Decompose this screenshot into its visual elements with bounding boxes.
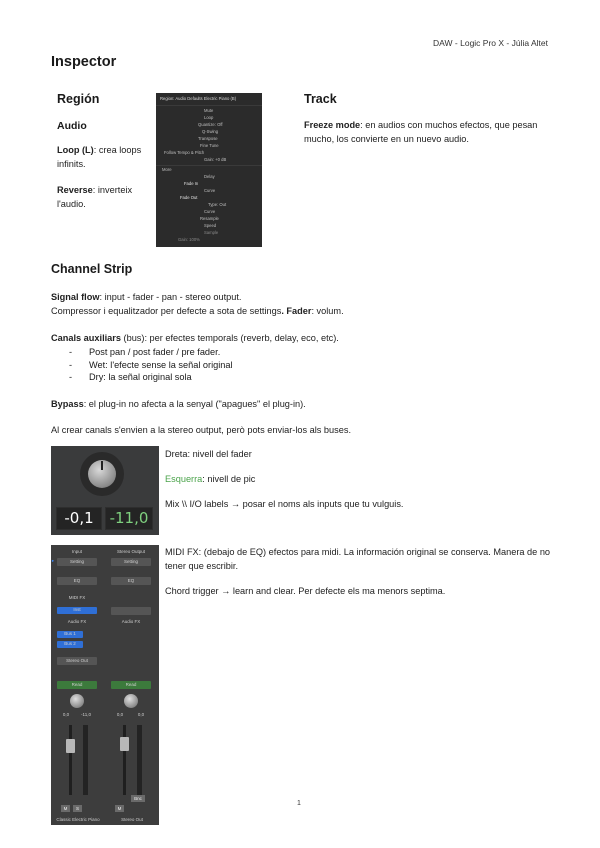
peak-level-value: -11,0 <box>105 507 153 530</box>
inspector-row: Q-Swing <box>202 129 219 134</box>
esquerra-paragraph <box>165 472 545 486</box>
right-val-b: 0,0 <box>137 712 145 717</box>
bus-2-send[interactable]: Bus 2 <box>64 641 76 646</box>
stereo-out-slot[interactable]: Stereo Out <box>66 658 88 663</box>
loop-text: : crea loops infinits. <box>57 145 142 169</box>
freeze-text: : en audios con muchos efectos, que pesan mucho, los convierte en un nuevo audio. <box>304 120 538 144</box>
left-fader-handle[interactable] <box>66 739 75 753</box>
left-setting[interactable]: Setting <box>69 559 84 564</box>
left-pan-knob-icon[interactable] <box>70 694 84 708</box>
signal-flow-term: Signal flow <box>51 292 100 302</box>
fader-meter-screenshot <box>51 446 159 535</box>
inspector-row: Loop <box>204 115 214 120</box>
loop-paragraph <box>57 143 153 171</box>
inspector-row: Mute <box>204 108 214 113</box>
right-setting[interactable]: Setting <box>123 559 138 564</box>
inspector-row: Gain: 100% <box>178 237 200 242</box>
reverse-paragraph <box>57 183 153 211</box>
right-top-label: Stereo Output <box>116 549 146 554</box>
esquerra-word: Esquerra <box>165 474 203 484</box>
channel-strip-heading: Channel Strip <box>51 262 133 276</box>
left-val-a: 0,0 <box>62 712 70 717</box>
inspector-row: Gain: +0 dB <box>204 157 227 162</box>
signal-flow-paragraph <box>51 290 551 318</box>
list-item: - Post pan / post fader / pre fader. <box>51 346 551 359</box>
signal-flow-text: : input - fader - pan - stereo output. <box>99 292 242 302</box>
page-title: Inspector <box>51 54 117 70</box>
list-item: - Wet: l'efecte sense la señal original <box>51 359 551 372</box>
mix-text: Mix \\ I/O labels → posar el noms als inputs que tu vulguis. <box>165 499 404 509</box>
reverse-text: : inverteix l'audio. <box>57 185 133 209</box>
bypass-paragraph <box>51 397 551 411</box>
inspector-row: Speed <box>204 223 217 228</box>
knob-indicator <box>101 461 103 470</box>
bypass-term: Bypass <box>51 399 84 409</box>
esquerra-text: : nivell de pic <box>202 474 256 484</box>
midi-fx-text: MIDI FX: (debajo de EQ) efectos para midi. La información original se conserva. Manera de no tener que escribir. <box>165 547 551 571</box>
stereo-output-paragraph: Al crear canals s'envien a la stereo output, però pots enviar-los als buses. <box>51 425 351 435</box>
inspector-panel-header: Region: Audio Defaults Electric Piano (B) <box>160 96 237 101</box>
inspector-row: Fade Out <box>180 195 198 200</box>
region-heading: Región <box>57 92 100 106</box>
audio-heading: Audio <box>57 120 87 132</box>
page-number: 1 <box>297 800 301 807</box>
inst-slot[interactable]: Inst <box>73 607 81 612</box>
fader-level-value: -0,1 <box>56 507 102 530</box>
aux-paragraph <box>51 331 551 345</box>
freeze-term: Freeze mode <box>304 120 361 130</box>
left-read[interactable]: Read <box>71 682 83 687</box>
bypass-text: : el plug-in no afecta a la senyal ("apagues" el plug-in). <box>83 399 306 409</box>
left-channel-name: Classic Electric Piano <box>56 817 100 822</box>
right-fader-handle[interactable] <box>120 737 129 751</box>
left-eq[interactable]: EQ <box>73 578 81 583</box>
inspector-row: Delay <box>204 174 215 179</box>
left-solo-button[interactable]: S <box>73 805 82 812</box>
left-mute-button[interactable]: M <box>61 805 70 812</box>
loop-term: Loop (L) <box>57 145 94 155</box>
reverse-term: Reverse <box>57 185 93 195</box>
bus-1-send[interactable]: Bus 1 <box>64 631 76 636</box>
selected-arrow-icon: ▸ <box>51 558 55 563</box>
track-heading: Track <box>304 92 337 106</box>
fader-term: . Fader <box>281 306 312 316</box>
list-item: - Dry: la señal original sola <box>51 371 551 384</box>
right-val-a: 0,0 <box>116 712 124 717</box>
right-channel-name: Stereo Out <box>121 817 143 822</box>
compressor-text: Compressor i equalitzador per defecte a sota de settings <box>51 306 282 316</box>
page-header: DAW - Logic Pro X - Júlia Altet <box>433 38 548 48</box>
chord-trigger-text: Chord trigger → learn and clear. Per defecte els ma menors septima. <box>165 586 446 596</box>
left-top-label: Input <box>71 549 82 554</box>
right-audio-fx: Audio FX <box>121 619 141 624</box>
right-read[interactable]: Read <box>125 682 137 687</box>
channel-strip-screenshot <box>51 545 159 825</box>
right-mute-button[interactable]: M <box>115 805 124 812</box>
inspector-screenshot <box>156 93 262 247</box>
inspector-row: Curve <box>204 188 216 193</box>
left-val-b: -11,0 <box>81 712 91 717</box>
inspector-row: Curve <box>204 209 216 214</box>
midi-fx-label: MIDI FX <box>68 595 86 600</box>
inspector-row: Transpose <box>198 136 218 141</box>
inspector-row: Sample <box>204 230 219 235</box>
aux-term: Canals auxiliars <box>51 333 121 343</box>
inspector-row: Type: Out <box>208 202 227 207</box>
fader-text: : volum. <box>311 306 344 316</box>
inspector-row: Fade In <box>184 181 199 186</box>
inspector-row: Fine Tune <box>200 143 219 148</box>
left-audio-fx: Audio FX <box>67 619 87 624</box>
aux-text: (bus): per efectes temporals (reverb, delay, eco, etc). <box>120 333 339 343</box>
inspector-row: Resample <box>200 216 219 221</box>
right-pan-knob-icon[interactable] <box>124 694 138 708</box>
aux-list <box>51 346 551 384</box>
inspector-row: More <box>162 167 172 172</box>
inspector-row: Quantize: Off <box>198 122 223 127</box>
right-eq[interactable]: EQ <box>127 578 135 583</box>
dreta-text: Dreta: nivell del fader <box>165 449 252 459</box>
bounce-button[interactable]: Bnc <box>131 795 145 802</box>
inspector-row: Follow Tempo & Pitch <box>164 150 205 155</box>
freeze-paragraph <box>304 118 554 146</box>
